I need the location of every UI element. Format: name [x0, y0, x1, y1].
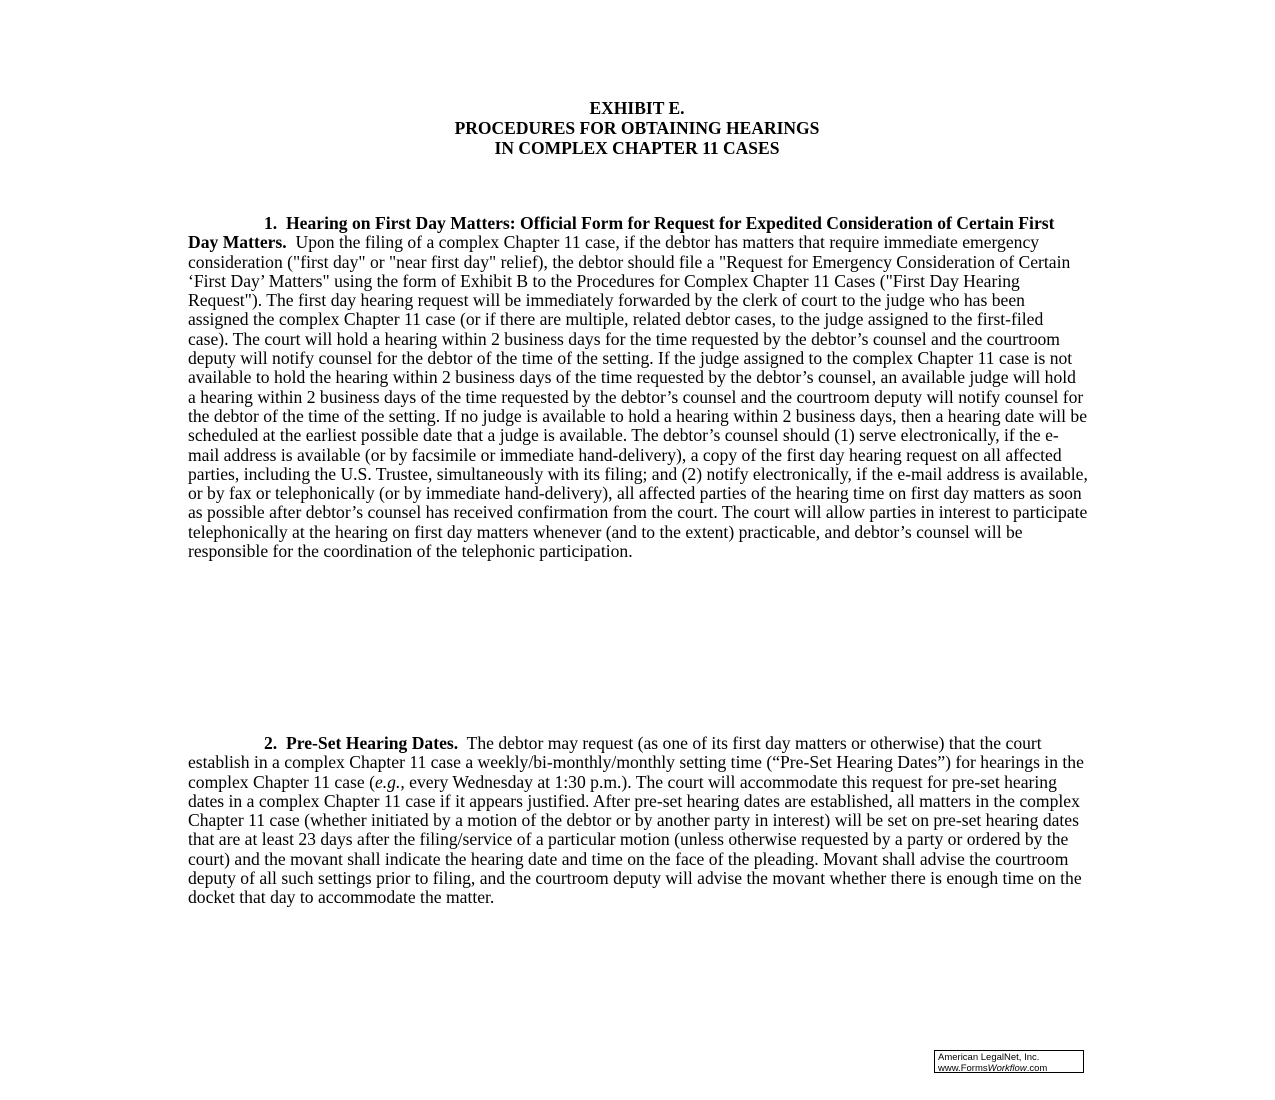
section-heading: Hearing on First Day Matters: Official Form for Request for Expedited Consideration of Certain First Day Matters. [188, 213, 1055, 253]
section-first-day-matters [188, 214, 1088, 561]
section-body-part-2: every Wednesday at 1:30 p.m.). The court will accommodate this request for pre-set hearing dates in a complex Chapter 11 case if it appears justified. After pre-set hearing dates are established, all matters in the complex Chapter 11 case (whether initiated by a motion of the debtor or by another party in interest) will be set on pre-set hearing dates that are at least 23 days after the filing/service of a particular motion (unless otherwise requested by a party or ordered by the court) and the movant shall indicate the hearing date and time on the face of the pleading. Movant shall advise the courtroom deputy of all such settings prior to filing, and the courtroom deputy will advise the movant whether there is enough time on the docket that day to accommodate the matter. [188, 771, 1082, 908]
title-line-3: IN COMPLEX CHAPTER 11 CASES [494, 138, 780, 158]
footer-company: American LegalNet, Inc. [938, 1052, 1040, 1063]
footer-url-suffix: .com [1026, 1063, 1048, 1074]
section-body: Upon the filing of a complex Chapter 11 case, if the debtor has matters that require immediate emergency consideration ("first day" or "near first day" relief), the debtor should file a "Request for Emergency Consideration of Certain ‘First Day’ Matters" using the form of Exhibit B to the Procedures for Complex Chapter 11 Cases ("First Day Hearing Request"). The first day hearing request will be immediately forwarded by the clerk of court to the judge who has been assigned the complex Chapter 11 case (or if there are multiple, related debtor cases, to the judge assigned to the first-filed case). The court will hold a hearing within 2 business days for the time requested by the debtor’s counsel and the courtroom deputy will notify counsel for the debtor of the time of the setting. If the judge assigned to the complex Chapter 11 case is not available to hold the hearing within 2 business days of the time requested by the debtor’s counsel, an available judge will hold a hearing within 2 business days of the time requested by the debtor’s counsel and the courtroom deputy will notify counsel for the debtor of the time of the setting. If no judge is available to hold a hearing within 2 business days, then a hearing date will be scheduled at the earliest possible date that a judge is available. The debtor’s counsel should (1) serve electronically, if the e-mail address is available (or by facsimile or immediate hand-delivery), a copy of the first day hearing request on all affected parties, including the U.S. Trustee, simultaneously with its filing; and (2) notify electronically, if the e-mail address is available, or by fax or telephonically (or by immediate hand-delivery), all affected parties of the hearing time on first day matters as soon as possible after debtor’s counsel has received confirmation from the court. The court will allow parties in interest to participate telephonically at the hearing on first day matters whenever (and to the extent) practicable, and debtor’s counsel will be responsible for the coordination of the telephonic participation. [188, 232, 1088, 562]
american-legalnet-footer [934, 1050, 1084, 1073]
section-body-eg: e.g., [374, 771, 405, 792]
footer-url-prefix: www.Forms [938, 1063, 988, 1074]
section-number: 2. [264, 733, 278, 753]
title-line-2: PROCEDURES FOR OBTAINING HEARINGS [454, 118, 820, 138]
footer-url [938, 1063, 1083, 1074]
section-pre-set-hearing-dates [188, 734, 1088, 908]
section-number: 1. [264, 213, 278, 233]
section-heading: Pre-Set Hearing Dates. [286, 733, 459, 753]
exhibit-title [188, 98, 1086, 158]
footer-url-italic: Workflow [987, 1063, 1027, 1074]
title-line-1: EXHIBIT E. [589, 98, 685, 118]
section-body-part-1: The debtor may request (as one of its first day matters or otherwise) that the court establish in a complex Chapter 11 case a weekly/bi-monthly/monthly setting time (“Pre-Set Hearing Dates”) for hearings in the complex Chapter 11 case ( [188, 733, 1084, 792]
